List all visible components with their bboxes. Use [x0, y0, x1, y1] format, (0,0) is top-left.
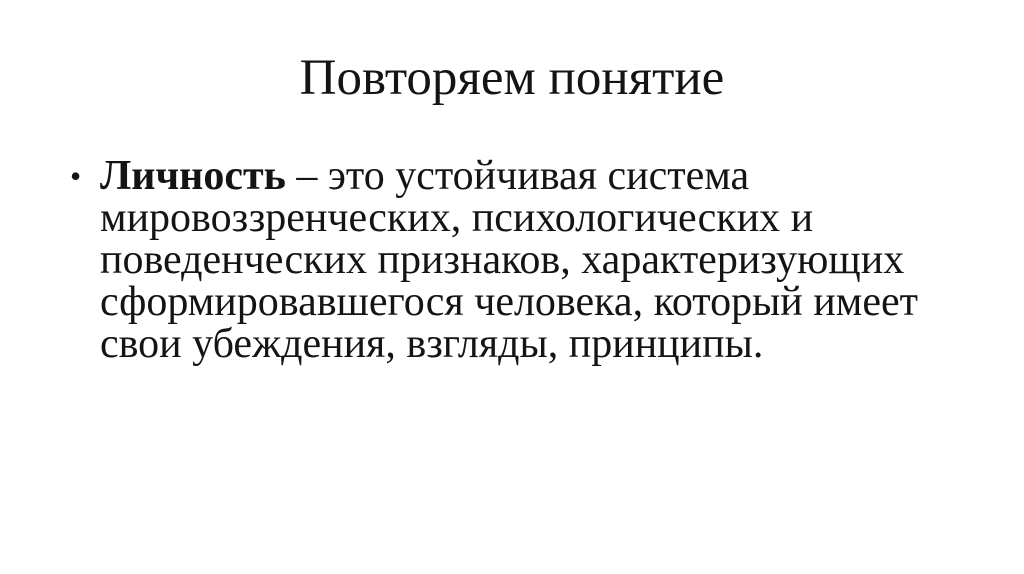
definition-text: – это устойчивая система мировоззренческих, психологических и поведенческих признаков, характеризующих сформировавшегося человека, который имеет свои убеждения, взгляды, принципы. — [100, 153, 918, 367]
bullet-item — [70, 155, 970, 365]
slide-title: Повторяем понятие — [299, 50, 725, 106]
bullet-marker: • — [70, 158, 82, 194]
definition-term: Личность — [100, 153, 286, 199]
bullet-paragraph — [100, 155, 970, 365]
